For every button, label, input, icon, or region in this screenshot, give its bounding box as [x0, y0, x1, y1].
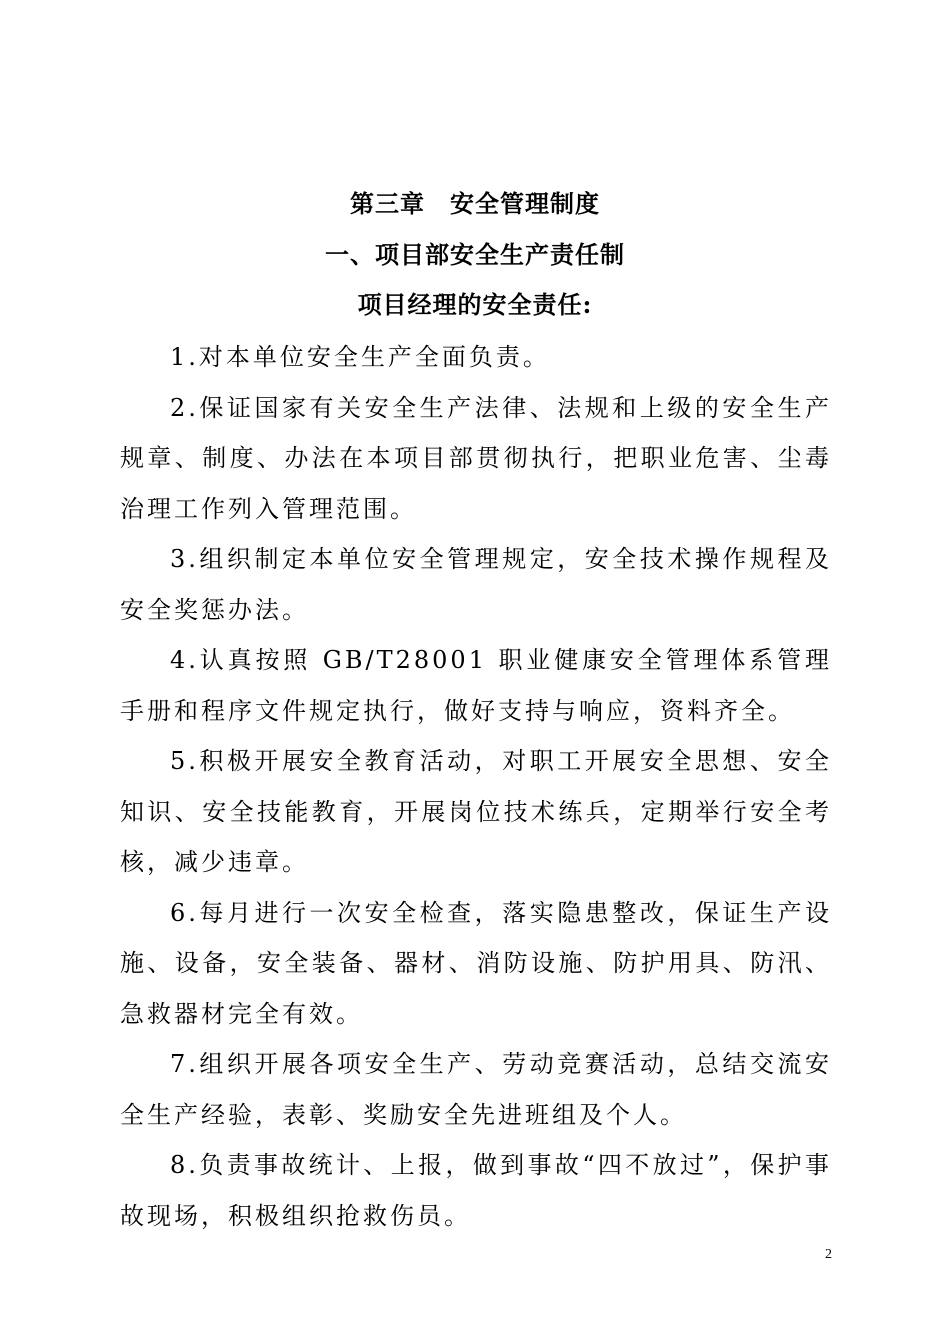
paragraph-7: 7.组织开展各项安全生产、劳动竞赛活动，总结交流安全生产经验，表彰、奖励安全先进班组及个人。: [120, 1050, 832, 1129]
paragraph-5: 5.积极开展安全教育活动，对职工开展安全思想、安全知识、安全技能教育，开展岗位技术练兵，定期举行安全考核，减少违章。: [120, 747, 832, 876]
section-title: 一、项目部安全生产责任制: [325, 240, 625, 269]
paragraph-3: 3.组织制定本单位安全管理规定，安全技术操作规程及安全奖惩办法。: [120, 545, 832, 624]
paragraph-8: 8.负责事故统计、上报，做到事故“四不放过”，保护事故现场，积极组织抢救伤员。: [120, 1151, 832, 1230]
subsection-title: 项目经理的安全责任:: [357, 290, 593, 319]
page-number: 2: [825, 1247, 832, 1262]
paragraph-4: 4.认真按照 GB/T28001 职业健康安全管理体系管理手册和程序文件规定执行，做好支持与响应，资料齐全。: [120, 646, 832, 725]
chapter-title: 第三章 安全管理制度: [350, 189, 600, 218]
paragraph-6: 6.每月进行一次安全检查，落实隐患整改，保证生产设施、设备，安全装备、器材、消防设施、防护用具、防汛、急救器材完全有效。: [120, 898, 832, 1028]
paragraph-2: 2.保证国家有关安全生产法律、法规和上级的安全生产规章、制度、办法在本项目部贯彻执行，把职业危害、尘毒治理工作列入管理范围。: [120, 393, 832, 523]
paragraph-1: 1.对本单位安全生产全面负责。: [170, 343, 550, 371]
body-text: [120, 332, 832, 1241]
